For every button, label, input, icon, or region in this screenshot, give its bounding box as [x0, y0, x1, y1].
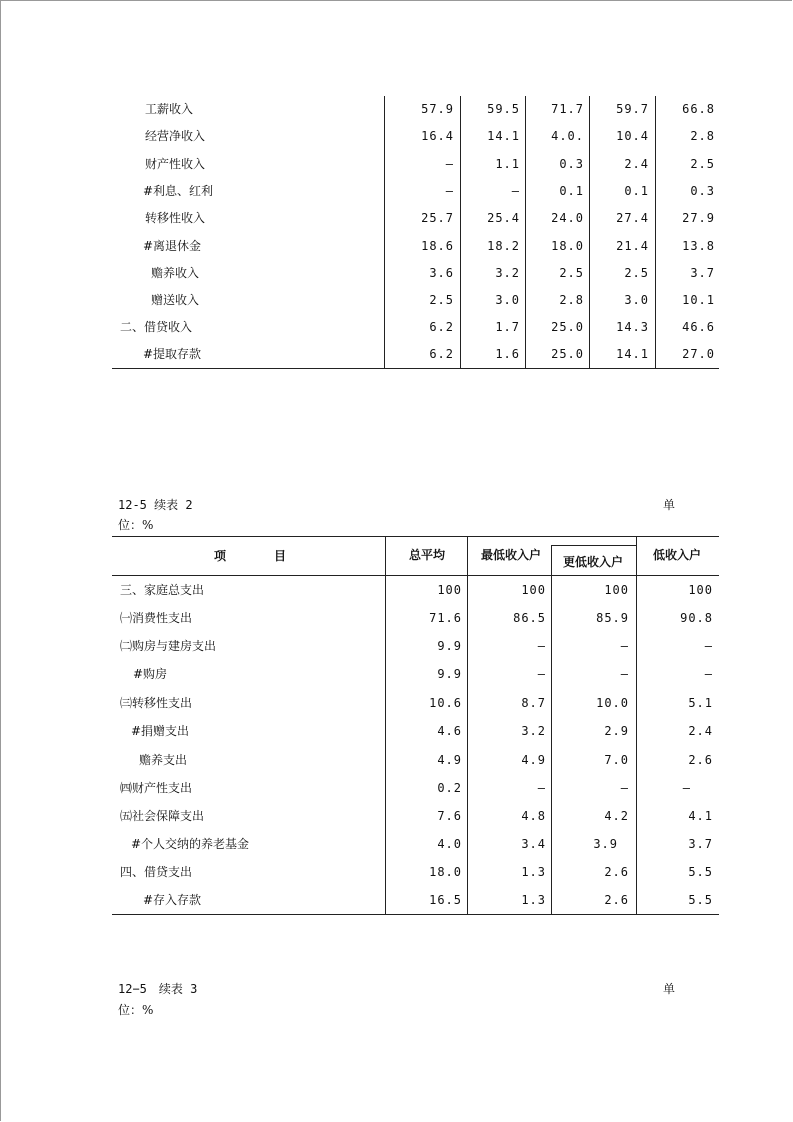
table-cell: 18.0 — [551, 239, 584, 253]
table-cell: – — [704, 667, 713, 681]
table-cell: 4.1 — [688, 809, 713, 823]
table-2-top-rule — [112, 536, 719, 537]
table-row-label: #存入存款 — [143, 893, 202, 907]
table-cell: 4.2 — [604, 809, 629, 823]
table-cell: 27.4 — [616, 211, 649, 225]
table-cell: 13.8 — [682, 239, 715, 253]
table-cell: 2.4 — [624, 157, 649, 171]
table-2-bottom-rule — [112, 914, 719, 915]
table-row-label: 财产性收入 — [145, 157, 206, 171]
table-cell: 2.6 — [688, 753, 713, 767]
table-cell: 90.8 — [680, 611, 713, 625]
table-cell: 10.4 — [616, 129, 649, 143]
table-cell: 9.9 — [437, 667, 462, 681]
table-1-bottom-rule — [112, 368, 719, 369]
table-cell: 0.3 — [690, 184, 715, 198]
table-cell: 2.5 — [690, 157, 715, 171]
table-cell: 4.9 — [521, 753, 546, 767]
header-lower-income: 更低收入户 — [563, 555, 624, 569]
table-cell: 2.8 — [559, 293, 584, 307]
table-cell: 71.7 — [551, 102, 584, 116]
table-cell: – — [620, 667, 629, 681]
table-cell: 100 — [521, 583, 546, 597]
table-cell: 4.0. — [551, 129, 584, 143]
table-row-label: #捐赠支出 — [131, 724, 190, 738]
table-cell: 2.6 — [604, 893, 629, 907]
table-cell: 1.3 — [521, 893, 546, 907]
table-cell: – — [445, 184, 454, 198]
table-cell: 1.7 — [495, 320, 520, 334]
table-cell: 7.6 — [437, 809, 462, 823]
table-1-divider — [525, 96, 526, 369]
header-item: 项 目 — [214, 549, 287, 563]
table-1-divider — [655, 96, 656, 369]
table-cell: 3.7 — [690, 266, 715, 280]
table-cell: 2.6 — [604, 865, 629, 879]
table-row-label: #提取存款 — [143, 347, 202, 361]
table-cell: 57.9 — [421, 102, 454, 116]
table-cell: 2.5 — [559, 266, 584, 280]
table-cell: 4.6 — [437, 724, 462, 738]
table-cell: 100 — [688, 583, 713, 597]
table-cell: – — [682, 781, 691, 795]
table-2-unit-left: 位：% — [118, 518, 154, 532]
table-cell: 21.4 — [616, 239, 649, 253]
table-cell: 25.4 — [487, 211, 520, 225]
table-cell: 27.0 — [682, 347, 715, 361]
table-cell: 5.5 — [688, 893, 713, 907]
table-cell: 4.0 — [437, 837, 462, 851]
table-cell: 5.1 — [688, 696, 713, 710]
table-row-label: ㈡购房与建房支出 — [120, 639, 217, 653]
table-cell: 66.8 — [682, 102, 715, 116]
table-cell: 7.0 — [604, 753, 629, 767]
table-cell: – — [620, 639, 629, 653]
table-2-divider — [385, 536, 386, 915]
table-cell: 3.0 — [624, 293, 649, 307]
table-row-label: 赠送收入 — [151, 293, 200, 307]
table-cell: 8.7 — [521, 696, 546, 710]
table-2-unit-right: 单 — [663, 498, 676, 512]
header-lowest-income: 最低收入户 — [481, 548, 542, 562]
table-2-subheader-rule — [551, 545, 636, 546]
table-cell: 2.9 — [604, 724, 629, 738]
table-cell: 100 — [604, 583, 629, 597]
table-2-caption: 12-5 续表 2 — [118, 498, 193, 512]
table-row-label: #利息、红利 — [143, 184, 214, 198]
header-low-income: 低收入户 — [653, 548, 702, 562]
table-cell: 0.1 — [624, 184, 649, 198]
table-cell: 5.5 — [688, 865, 713, 879]
table-cell: 0.3 — [559, 157, 584, 171]
table-cell: 3.9 — [593, 837, 618, 851]
table-cell: – — [445, 157, 454, 171]
table-cell: – — [704, 639, 713, 653]
table-row-label: 四、借贷支出 — [120, 865, 193, 879]
table-cell: 25.0 — [551, 320, 584, 334]
table-cell: 1.1 — [495, 157, 520, 171]
table-row-label: 经营净收入 — [145, 129, 206, 143]
table-row-label: #离退休金 — [143, 239, 202, 253]
table-cell: 100 — [437, 583, 462, 597]
table-cell: 10.1 — [682, 293, 715, 307]
table-cell: 59.5 — [487, 102, 520, 116]
table-cell: 2.8 — [690, 129, 715, 143]
table-cell: 24.0 — [551, 211, 584, 225]
table-cell: 86.5 — [513, 611, 546, 625]
table-row-label: #个人交纳的养老基金 — [131, 837, 250, 851]
table-3-unit-left: 位：% — [118, 1003, 154, 1017]
table-cell: 1.3 — [521, 865, 546, 879]
table-cell: 46.6 — [682, 320, 715, 334]
table-cell: 18.2 — [487, 239, 520, 253]
table-cell: 25.7 — [421, 211, 454, 225]
table-row-label: 工薪收入 — [145, 102, 194, 116]
table-cell: 2.5 — [429, 293, 454, 307]
table-cell: 25.0 — [551, 347, 584, 361]
table-cell: 6.2 — [429, 320, 454, 334]
table-cell: 3.2 — [495, 266, 520, 280]
table-1-divider — [589, 96, 590, 369]
table-row-label: ㈢转移性支出 — [120, 696, 193, 710]
table-cell: 1.6 — [495, 347, 520, 361]
table-cell: 2.4 — [688, 724, 713, 738]
table-cell: 4.9 — [437, 753, 462, 767]
table-cell: 10.0 — [596, 696, 629, 710]
table-row-label: 转移性收入 — [145, 211, 206, 225]
table-row-label: 赡养收入 — [151, 266, 200, 280]
table-row-label: 二、借贷收入 — [120, 320, 193, 334]
table-3-unit-right: 单 — [663, 982, 676, 996]
table-cell: 14.1 — [616, 347, 649, 361]
table-cell: 3.4 — [521, 837, 546, 851]
table-cell: – — [537, 781, 546, 795]
table-cell: 85.9 — [596, 611, 629, 625]
table-cell: 4.8 — [521, 809, 546, 823]
table-3-caption: 12−5 续表 3 — [118, 982, 198, 996]
table-row-label: 三、家庭总支出 — [120, 583, 205, 597]
table-row-label: #购房 — [133, 667, 168, 681]
table-cell: 18.0 — [429, 865, 462, 879]
table-cell: – — [537, 667, 546, 681]
table-1-divider — [384, 96, 385, 369]
table-cell: 16.5 — [429, 893, 462, 907]
table-row-label: ㈣财产性支出 — [120, 781, 193, 795]
table-cell: – — [511, 184, 520, 198]
table-cell: 3.2 — [521, 724, 546, 738]
table-cell: 59.7 — [616, 102, 649, 116]
table-cell: 3.6 — [429, 266, 454, 280]
table-cell: 0.2 — [437, 781, 462, 795]
table-cell: 3.0 — [495, 293, 520, 307]
table-cell: 3.7 — [688, 837, 713, 851]
table-cell: 71.6 — [429, 611, 462, 625]
table-cell: – — [537, 639, 546, 653]
table-2-divider — [467, 536, 468, 915]
table-cell: 18.6 — [421, 239, 454, 253]
table-row-label: 赡养支出 — [139, 753, 188, 767]
table-2-divider — [636, 536, 637, 915]
table-cell: 10.6 — [429, 696, 462, 710]
table-2-header-rule — [112, 575, 719, 576]
table-cell: 0.1 — [559, 184, 584, 198]
table-cell: 16.4 — [421, 129, 454, 143]
table-cell: – — [620, 781, 629, 795]
table-cell: 14.3 — [616, 320, 649, 334]
table-cell: 14.1 — [487, 129, 520, 143]
table-row-label: ㈠消费性支出 — [120, 611, 193, 625]
table-1-divider — [460, 96, 461, 369]
table-cell: 6.2 — [429, 347, 454, 361]
table-2-divider — [551, 545, 552, 915]
table-cell: 2.5 — [624, 266, 649, 280]
table-row-label: ㈤社会保障支出 — [120, 809, 205, 823]
table-cell: 9.9 — [437, 639, 462, 653]
table-cell: 27.9 — [682, 211, 715, 225]
header-average: 总平均 — [409, 548, 446, 562]
